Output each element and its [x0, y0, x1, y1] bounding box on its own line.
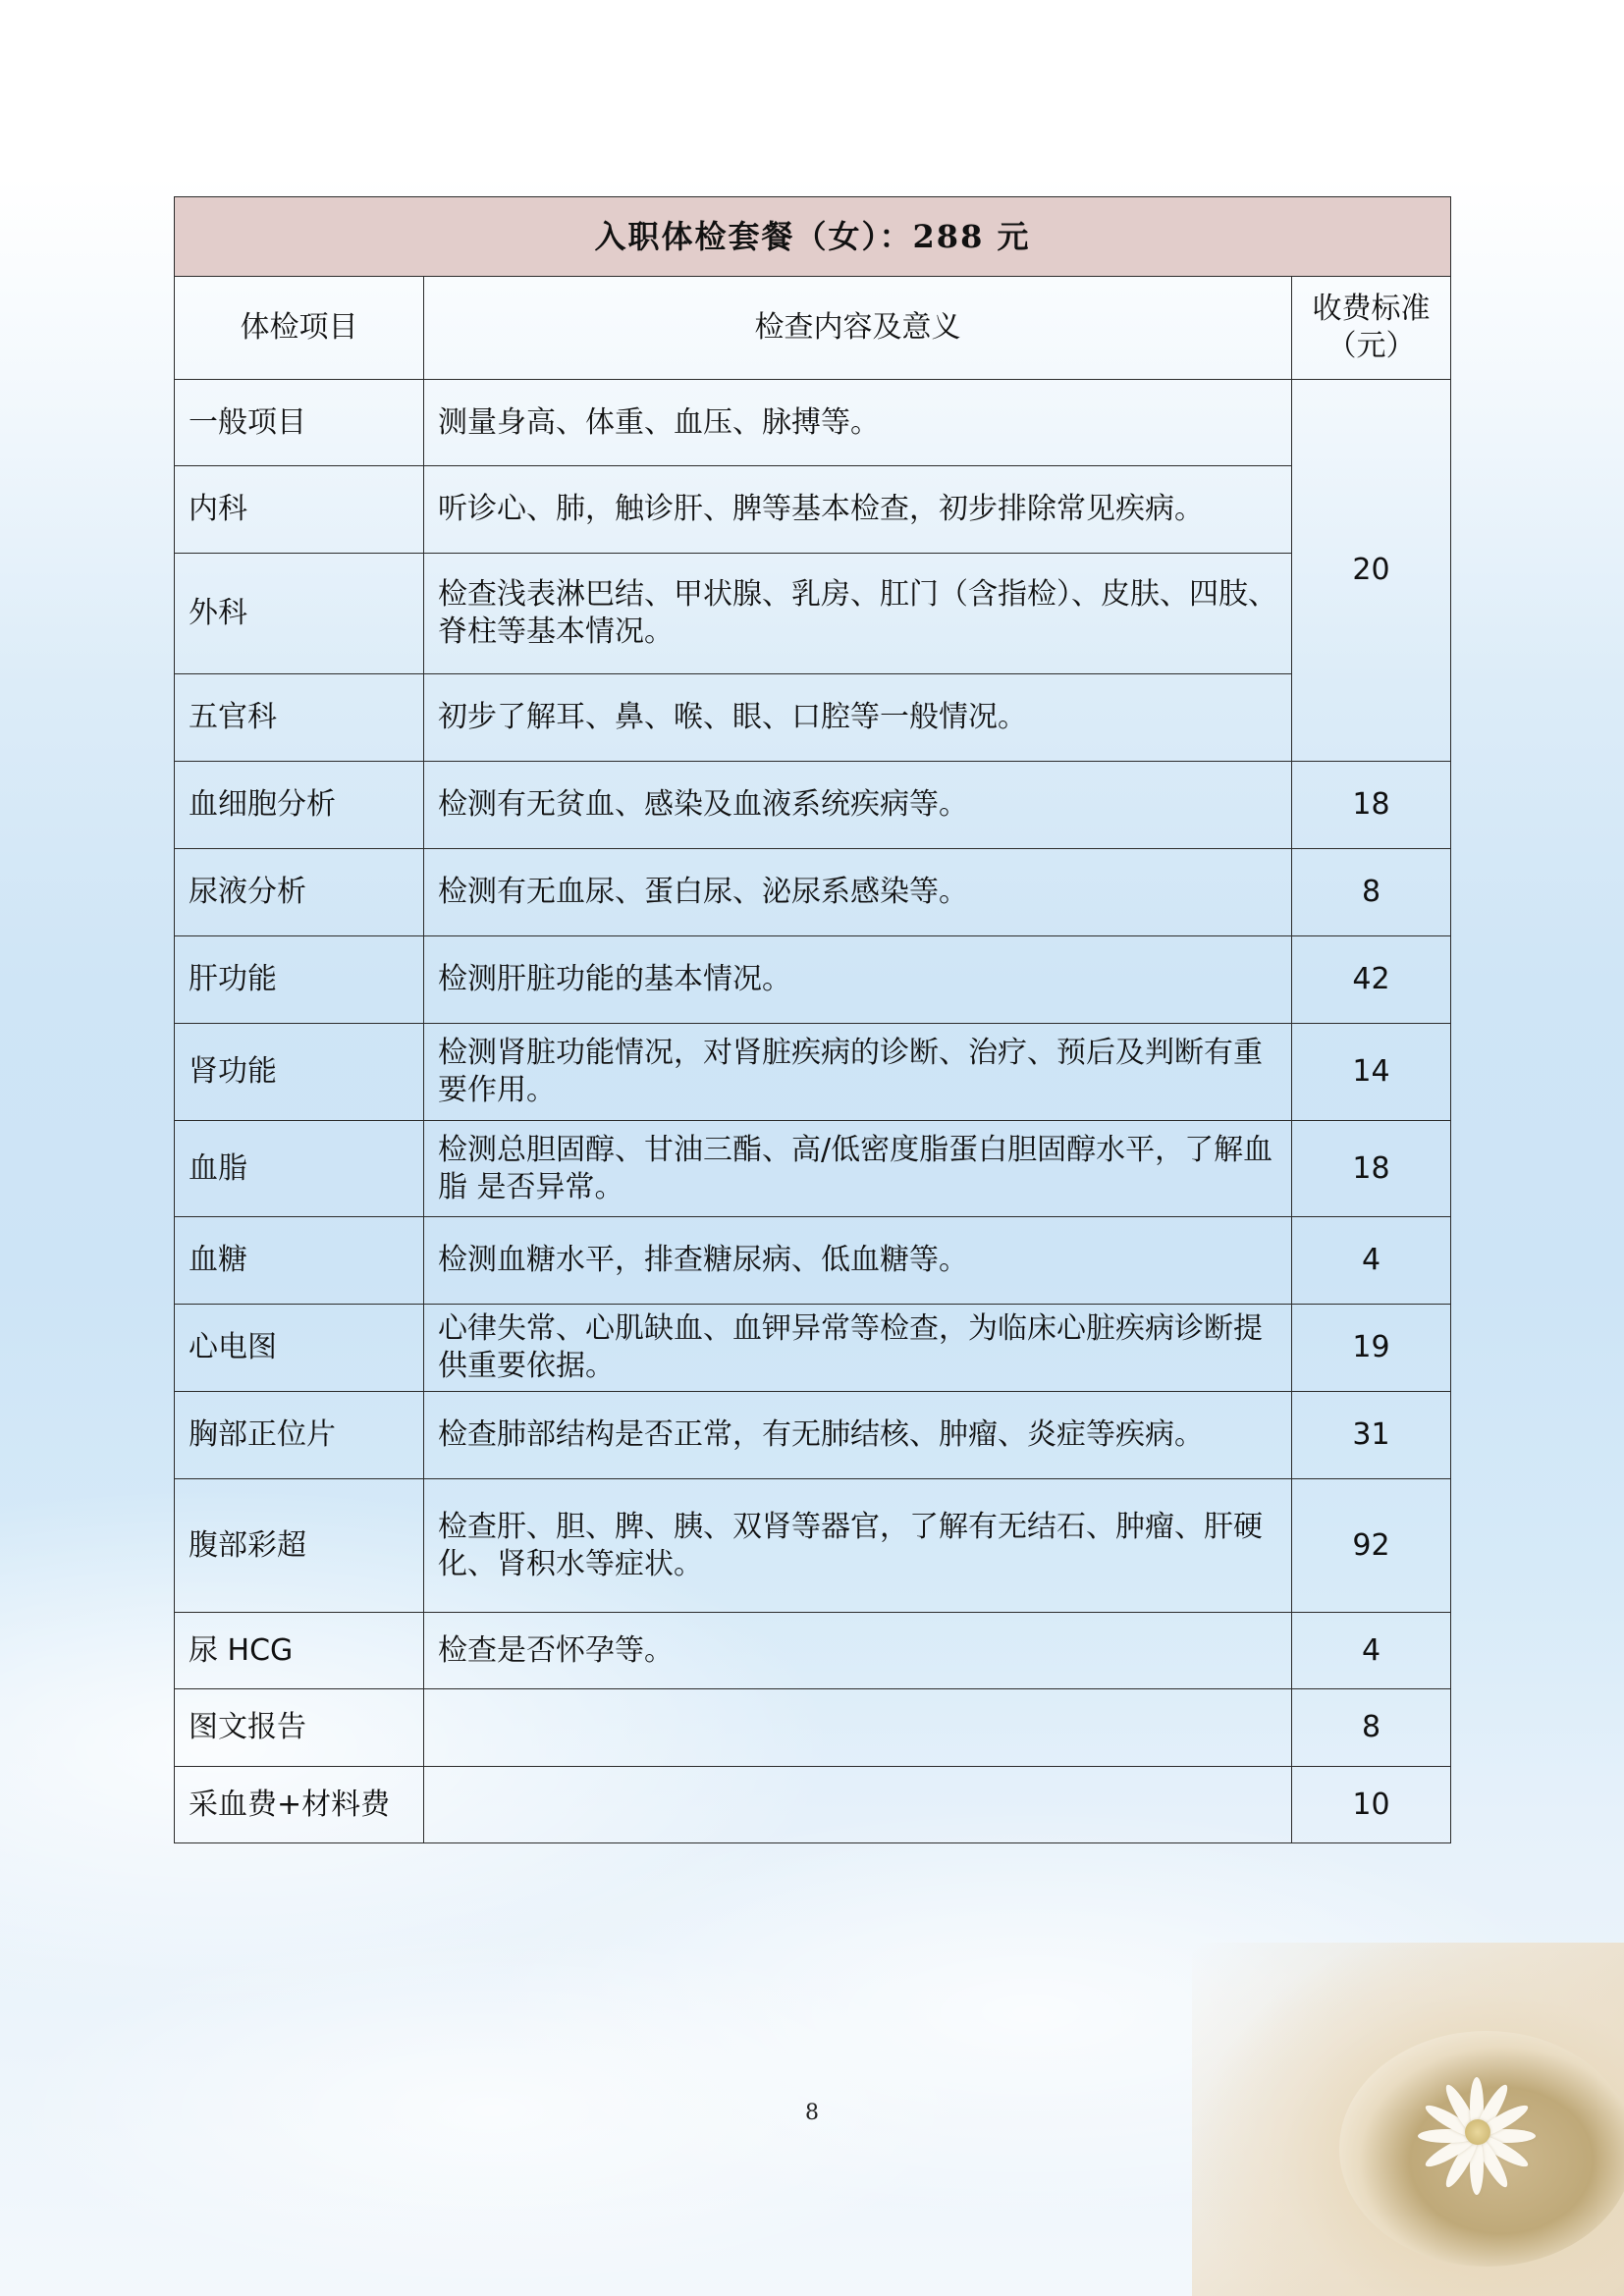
row-item: 血细胞分析: [175, 762, 424, 849]
table-row: [175, 674, 1451, 762]
row-content: 检测有无血尿、蛋白尿、泌尿系感染等。: [424, 849, 1292, 936]
table-row: [175, 466, 1451, 554]
table-row: [175, 380, 1451, 466]
row-content: 初步了解耳、鼻、喉、眼、口腔等一般情况。: [424, 674, 1292, 762]
header-fee: 收费标准 （元）: [1292, 277, 1451, 380]
row-item: 五官科: [175, 674, 424, 762]
row-content: 测量身高、体重、血压、脉搏等。: [424, 380, 1292, 466]
header-item: 体检项目: [175, 277, 424, 380]
table-row: [175, 1024, 1451, 1121]
row-content: 检查浅表淋巴结、甲状腺、乳房、肛门（含指检）、皮肤、四肢、脊柱等基本情况。: [424, 554, 1292, 674]
row-item: 图文报告: [175, 1689, 424, 1767]
row-fee: 19: [1292, 1305, 1451, 1392]
row-item: 采血费+材料费: [175, 1767, 424, 1843]
row-content: 检测总胆固醇、甘油三酯、高/低密度脂蛋白胆固醇水平，了解血脂 是否异常。: [424, 1121, 1292, 1217]
row-fee: 14: [1292, 1024, 1451, 1121]
row-content: 检测肝脏功能的基本情况。: [424, 936, 1292, 1024]
row-fee: 42: [1292, 936, 1451, 1024]
row-content: 心律失常、心肌缺血、血钾异常等检查，为临床心脏疾病诊断提供重要依据。: [424, 1305, 1292, 1392]
table-title-row: [175, 197, 1451, 277]
row-fee: 4: [1292, 1217, 1451, 1305]
row-content: 听诊心、肺，触诊肝、脾等基本检查，初步排除常见疾病。: [424, 466, 1292, 554]
row-item: 血脂: [175, 1121, 424, 1217]
table-row: [175, 1689, 1451, 1767]
row-fee: 92: [1292, 1479, 1451, 1613]
row-fee: 4: [1292, 1613, 1451, 1689]
row-fee: 18: [1292, 762, 1451, 849]
page-number: 8: [805, 2101, 819, 2125]
row-item: 肾功能: [175, 1024, 424, 1121]
row-fee-grouped: 20: [1292, 380, 1451, 762]
row-content: 检测血糖水平，排查糖尿病、低血糖等。: [424, 1217, 1292, 1305]
table-row: [175, 1121, 1451, 1217]
row-item: 肝功能: [175, 936, 424, 1024]
row-item: 尿液分析: [175, 849, 424, 936]
row-item: 腹部彩超: [175, 1479, 424, 1613]
table-row: [175, 762, 1451, 849]
row-item: 外科: [175, 554, 424, 674]
table-row: [175, 554, 1451, 674]
row-content: [424, 1767, 1292, 1843]
exam-package-table: [174, 196, 1451, 1843]
row-content: 检测有无贫血、感染及血液系统疾病等。: [424, 762, 1292, 849]
table-row: [175, 1613, 1451, 1689]
table-row: [175, 936, 1451, 1024]
row-fee: 8: [1292, 1689, 1451, 1767]
row-content: 检查肺部结构是否正常，有无肺结核、肿瘤、炎症等疾病。: [424, 1392, 1292, 1479]
table-row: [175, 849, 1451, 936]
table-row: [175, 1305, 1451, 1392]
row-item: 心电图: [175, 1305, 424, 1392]
table-row: [175, 1217, 1451, 1305]
table-row: [175, 1392, 1451, 1479]
row-content: 检测肾脏功能情况，对肾脏疾病的诊断、治疗、预后及判断有重要作用。: [424, 1024, 1292, 1121]
row-content: 检查是否怀孕等。: [424, 1613, 1292, 1689]
row-item: 胸部正位片: [175, 1392, 424, 1479]
row-fee: 31: [1292, 1392, 1451, 1479]
table-row: [175, 1767, 1451, 1843]
table-row: [175, 1479, 1451, 1613]
row-fee: 8: [1292, 849, 1451, 936]
header-content: 检查内容及意义: [424, 277, 1292, 380]
row-item: 一般项目: [175, 380, 424, 466]
row-fee: 10: [1292, 1767, 1451, 1843]
row-item: 内科: [175, 466, 424, 554]
table-title: 入职体检套餐（女）：288 元: [175, 197, 1451, 277]
table-header-row: [175, 277, 1451, 380]
row-fee: 18: [1292, 1121, 1451, 1217]
row-item: 血糖: [175, 1217, 424, 1305]
row-item: 尿 HCG: [175, 1613, 424, 1689]
row-content: [424, 1689, 1292, 1767]
row-content: 检查肝、胆、脾、胰、双肾等器官，了解有无结石、肿瘤、肝硬化、肾积水等症状。: [424, 1479, 1292, 1613]
